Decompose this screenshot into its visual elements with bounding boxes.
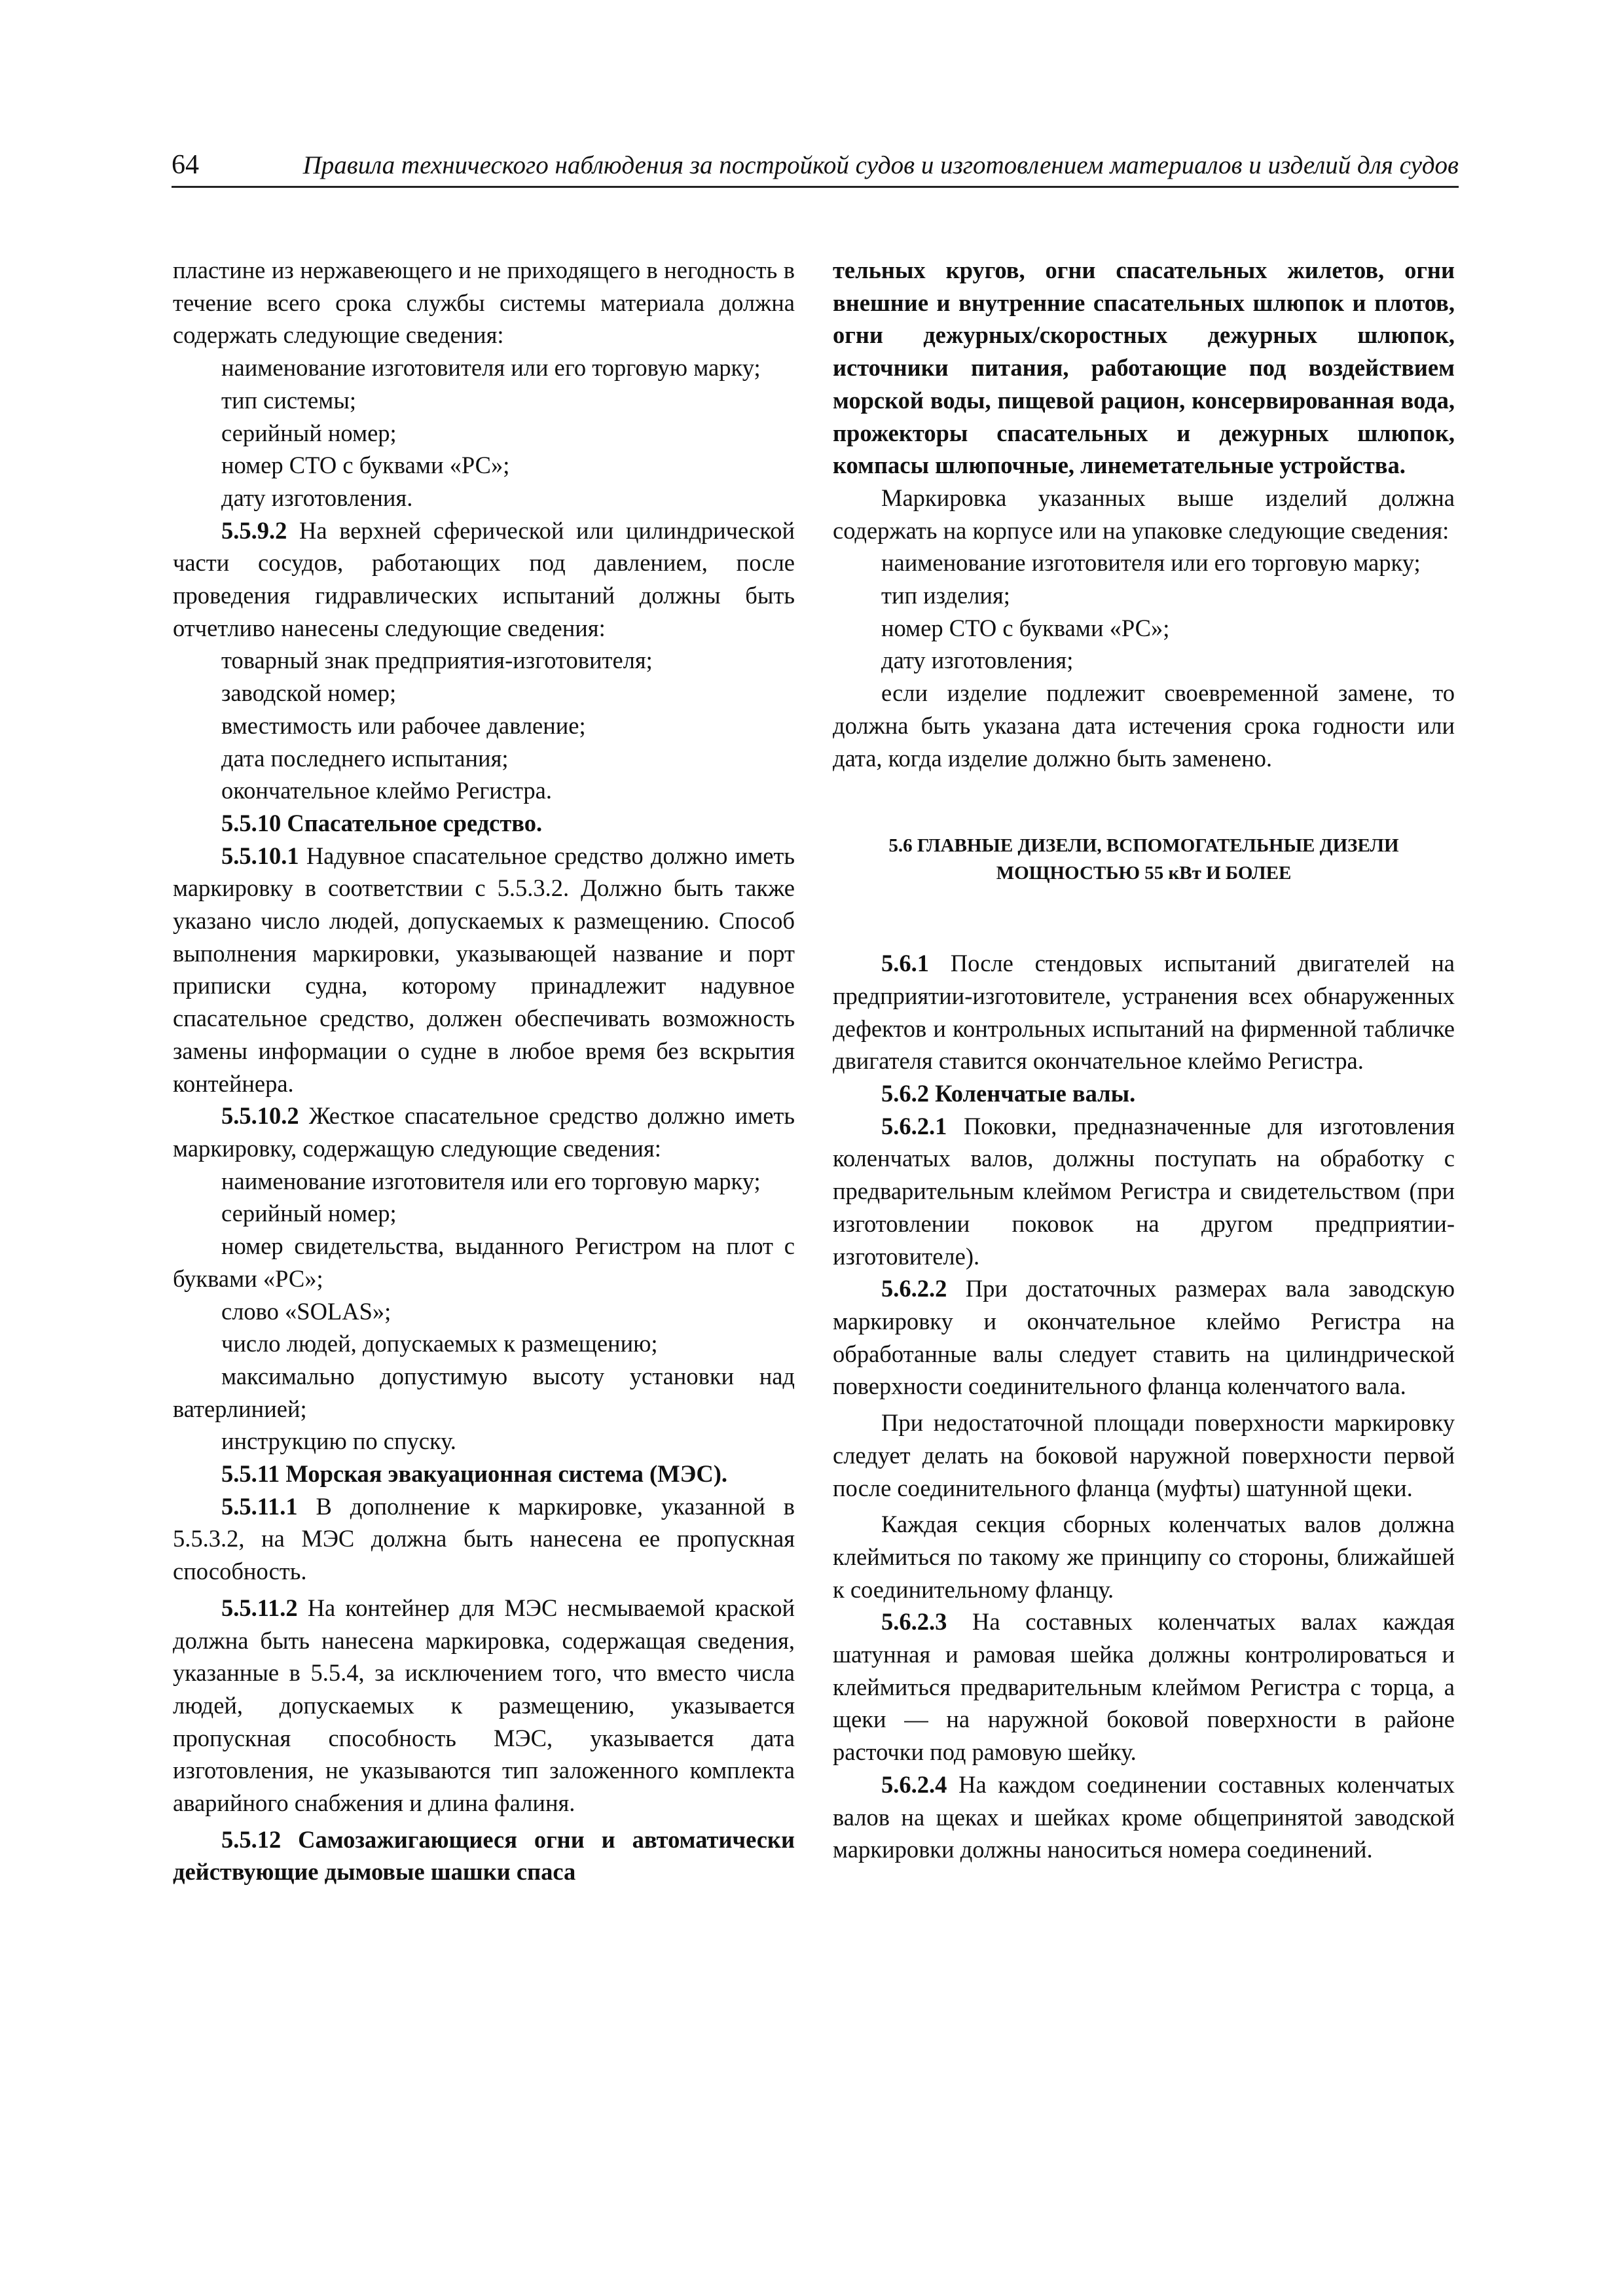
list-item: наименование изготовителя или его торговую марку;	[221, 354, 761, 382]
list-item: тип изделия;	[881, 582, 1010, 609]
section-heading-5-6	[833, 832, 1455, 887]
running-title: Правила технического наблюдения за постройкой судов и изготовлением материалов и изделий для судов	[302, 151, 1459, 179]
clause-number: 5.6.2.2	[881, 1275, 947, 1302]
clause-text: При достаточных размерах вала заводскую маркировку и окончательное клеймо Регистра на обработанные валы следует ставить на цилиндрической поверхности соединительного фланца коленчатого вала.	[833, 1275, 1455, 1400]
paragraph: пластине из нержавеющего и не приходящего в негодность в течение всего срока службы системы материала должна содержать следующие сведения:	[173, 257, 795, 349]
list-item: максимально допустимую высоту установки над ватерлинией;	[173, 1362, 795, 1422]
clause-5-5-11-2	[173, 1592, 795, 1820]
clause-text: Поковки, предназначенные для изготовления коленчатых валов, должны поступать на обработку с предварительным клеймом Регистра и свидетельством (при изготовлении поковок на другом предприятии-изготовителе).	[833, 1112, 1455, 1270]
list-item: дату изготовления;	[881, 647, 1074, 674]
right-column	[833, 254, 1455, 1866]
list-item: наименование изготовителя или его торговую марку;	[881, 549, 1421, 577]
heading-5-5-12-continued: тельных кругов, огни спасательных жилетов, огни внешние и внутренние спасательных шлюпок и плотов, огни дежурных/скоростных дежурных шлюпок, источники питания, работающие под воздействием морской воды, пищевой рацион, консервированная вода, прожекторы спасательных и дежурных шлюпок, компасы шлюпочные, линеметательные устройства.	[833, 257, 1455, 479]
paragraph: Каждая секция сборных коленчатых валов должна клеймиться по такому же принципу со стороны, ближайшей к соединительному фланцу.	[833, 1511, 1455, 1603]
clause-text: Надувное спасательное средство должно иметь маркировку в соответствии с 5.5.3.2. Должно быть также указано число людей, допускаемых к размещению. Способ выполнения маркировки, указывающей название и порт приписки судна, которому принадлежит надувное спасательное средство, должен обеспечивать возможность замены информации о судне в любое время без вскрытия контейнера.	[173, 842, 795, 1097]
clause-number: 5.6.2.3	[881, 1608, 947, 1636]
clause-text: На составных коленчатых валах каждая шатунная и рамовая шейка должны контролироваться и клеймиться предварительным клеймом Регистра с торца, а щеки — на наружной боковой поверхности в районе расточки под рамовую шейку.	[833, 1608, 1455, 1766]
clause-number: 5.5.11.1	[221, 1492, 298, 1520]
heading-5-5-12: 5.5.12 Самозажигающиеся огни и автоматически действующие дымовые шашки спаса	[173, 1825, 795, 1886]
clause-number: 5.6.2.4	[881, 1770, 947, 1798]
clause-text: На каждом соединении составных коленчатых валов на щеках и шейках кроме общепринятой заводской маркировки должны наноситься номера соединений.	[833, 1770, 1455, 1863]
list-item: слово «SOLAS»;	[221, 1297, 392, 1325]
clause-text: После стендовых испытаний двигателей на предприятии-изготовителе, устранения всех обнаруженных дефектов и контрольных испытаний на фирменной табличке двигателя ставится окончательное клеймо Регистра.	[833, 950, 1455, 1075]
clause-number: 5.6.1	[881, 950, 929, 977]
list-item: если изделие подлежит своевременной замене, то должна быть указана дата истечения срока годности или дата, когда изделие должно быть заменено.	[833, 679, 1455, 772]
clause-5-5-11-1	[173, 1490, 795, 1588]
clause-5-6-2-4	[833, 1768, 1455, 1866]
clause-5-6-2-3	[833, 1605, 1455, 1768]
clause-number: 5.6.2.1	[881, 1112, 947, 1139]
paragraph: Маркировка указанных выше изделий должна содержать на корпусе или на упаковке следующие сведения:	[833, 484, 1455, 544]
list-item: дата последнего испытания;	[221, 744, 509, 772]
list-item: номер СТО с буквами «РС»;	[221, 452, 510, 479]
clause-5-5-10-2	[173, 1100, 795, 1164]
list-item: окончательное клеймо Регистра.	[221, 777, 552, 804]
clause-text: На верхней сферической или цилиндрической части сосудов, работающих под давлением, после проведения гидравлических испытаний должны быть отчетливо нанесены следующие сведения:	[173, 516, 795, 641]
paragraph: При недостаточной площади поверхности маркировку следует делать на боковой наружной поверхности первой после соединительного фланца (муфты) шатунной щеки.	[833, 1409, 1455, 1501]
clause-number: 5.5.10.1	[221, 842, 299, 869]
list-item: серийный номер;	[221, 419, 397, 446]
clause-number: 5.5.9.2	[221, 516, 287, 544]
clause-number: 5.5.11.2	[221, 1594, 298, 1621]
heading-5-5-11: 5.5.11 Морская эвакуационная система (МЭС).	[221, 1460, 727, 1488]
list-item: вместимость или рабочее давление;	[221, 711, 586, 739]
list-item: тип системы;	[221, 386, 356, 414]
clause-text: На контейнер для МЭС несмываемой краской должна быть нанесена маркировка, содержащая сведения, указанные в 5.5.4, за исключением того, что вместо числа людей, допускаемых к размещению, указывается пропускная способность МЭС, указывается дата изготовления, не указываются тип заложенного комплекта аварийного снабжения и длина фалиня.	[173, 1594, 795, 1817]
page-header	[172, 145, 1459, 188]
list-item: инструкцию по спуску.	[221, 1427, 456, 1455]
page-number: 64	[172, 150, 199, 180]
clause-5-6-1	[833, 947, 1455, 1077]
list-item: номер свидетельства, выданного Регистром на плот с буквами «РС»;	[173, 1232, 795, 1292]
list-item: число людей, допускаемых к размещению;	[221, 1330, 658, 1357]
clause-5-6-2-2	[833, 1272, 1455, 1403]
clause-5-6-2-1	[833, 1110, 1455, 1273]
section-heading-line: МОЩНОСТЬЮ 55 кВт И БОЛЕЕ	[996, 863, 1292, 884]
list-item: заводской номер;	[221, 679, 397, 707]
clause-5-5-10-1	[173, 840, 795, 1100]
clause-5-5-9-2	[173, 514, 795, 645]
list-item: товарный знак предприятия-изготовителя;	[221, 647, 653, 674]
list-item: серийный номер;	[221, 1200, 397, 1227]
left-column	[173, 254, 795, 1888]
section-heading-line: 5.6 ГЛАВНЫЕ ДИЗЕЛИ, ВСПОМОГАТЕЛЬНЫЕ ДИЗЕЛИ	[888, 835, 1399, 857]
heading-5-6-2: 5.6.2 Коленчатые валы.	[881, 1080, 1136, 1107]
list-item: наименование изготовителя или его торговую марку;	[221, 1167, 761, 1194]
heading-5-5-10: 5.5.10 Спасательное средство.	[221, 809, 543, 836]
clause-text: Жесткое спасательное средство должно иметь маркировку, содержащую следующие сведения:	[173, 1102, 795, 1162]
list-item: номер СТО с буквами «РС»;	[881, 614, 1170, 641]
clause-number: 5.5.10.2	[221, 1102, 299, 1130]
clause-text: В дополнение к маркировке, указанной в 5.5.3.2, на МЭС должна быть нанесена ее пропускная способность.	[173, 1492, 795, 1585]
list-item: дату изготовления.	[221, 484, 413, 511]
